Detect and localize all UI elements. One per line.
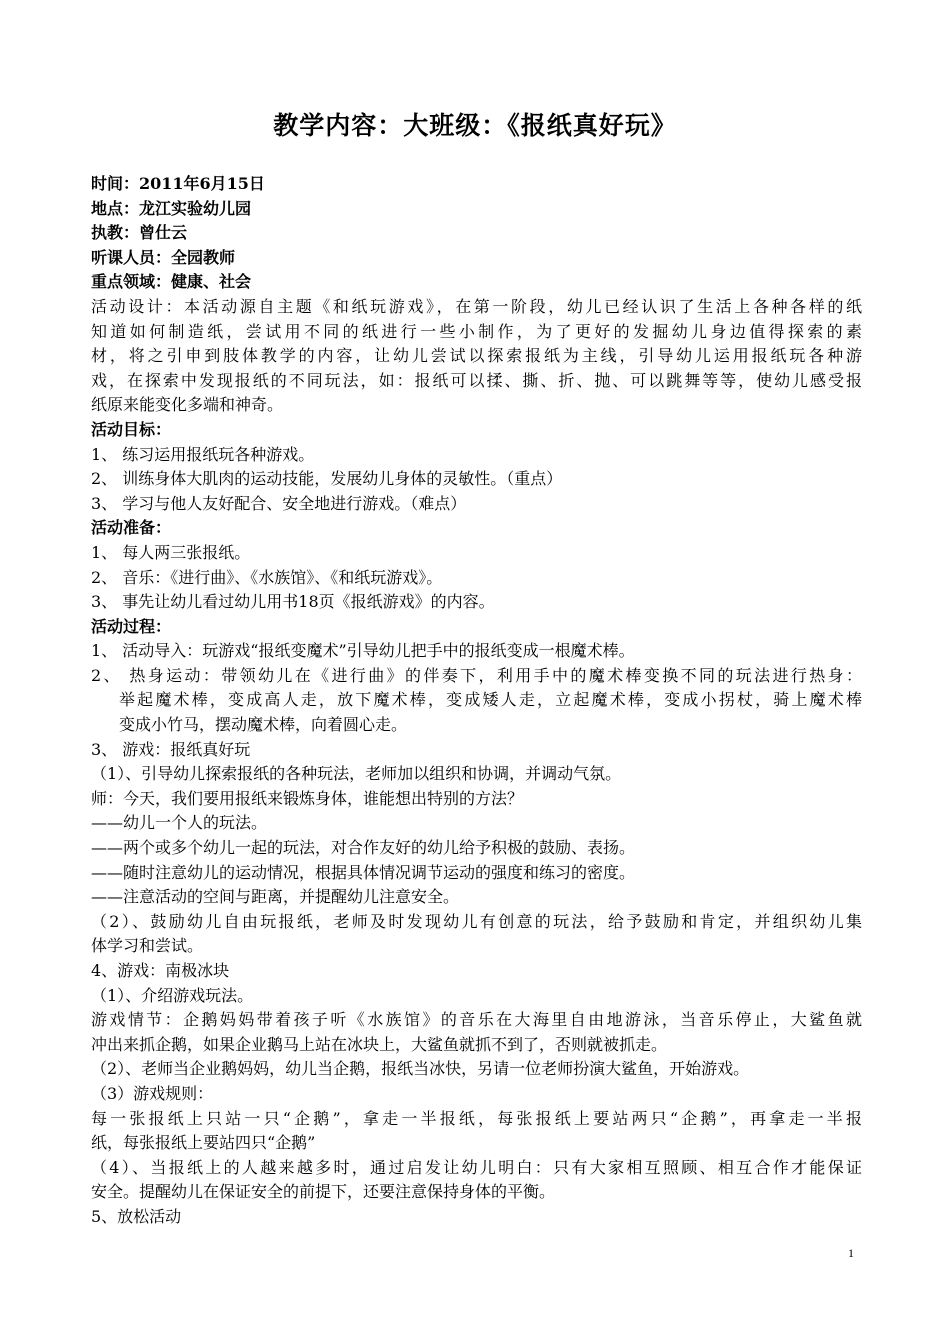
process-line: ——两个或多个幼儿一起的玩法，对合作友好的幼儿给予积极的鼓励、表扬。 [91,838,636,858]
goal-item: 2、 训练身体大肌肉的运动技能，发展幼儿身体的灵敏性。（重点） [91,469,563,489]
process-line: ——幼儿一个人的玩法。 [91,813,268,833]
design-line: 戏，在探索中发现报纸的不同玩法，如：报纸可以揉、撕、折、抛、可以跳舞等等，使幼儿感受报 [91,370,862,390]
process-line: 5、放松活动 [91,1206,182,1226]
process-line: （1）、介绍游戏玩法。 [91,985,254,1005]
process-line: 师：今天，我们要用报纸来锻炼身体，谁能想出特别的方法？ [91,788,524,808]
process-line: 冲出来抓企鹅，如果企业鹅马上站在冰块上，大鲨鱼就抓不到了，否则就被抓走。 [91,1034,668,1054]
process-line: （2）、老师当企业鹅妈妈，幼儿当企鹅，报纸当冰快，另请一位老师扮演大鲨鱼，开始游戏。 [91,1059,750,1079]
design-line: 知道如何制造纸，尝试用不同的纸进行一些小制作，为了更好的发掘幼儿身边值得探索的素 [91,321,862,341]
process-line: 体学习和尝试。 [91,936,204,956]
process-heading: 活动过程： [91,616,172,636]
design-line: 纸原来能变化多端和神奇。 [91,395,284,415]
process-line: 3、 游戏：报纸真好玩 [91,739,251,759]
document-body [91,172,862,1230]
process-line: 游戏情节：企鹅妈妈带着孩子听《水族馆》的音乐在大海里自由地游泳，当音乐停止，大鲨鱼就 [91,1010,862,1030]
process-line: （3）游戏规则： [91,1083,214,1103]
process-line: （1）、引导幼儿探索报纸的各种玩法，老师加以组织和协调，并调动气氛。 [91,764,622,784]
meta-audience: 听课人员：全园教师 [91,247,236,267]
process-line: 2、 热身运动：带领幼儿在《进行曲》的伴奏下，利用手中的魔术棒变换不同的玩法进行热身： [91,665,862,685]
meta-time: 时间：2011年6月15日 [91,174,265,193]
process-line: 4、游戏：南极冰块 [91,961,230,980]
meta-place: 地点：龙江实验幼儿园 [91,198,252,218]
prep-heading: 活动准备： [91,518,172,538]
prep-item: 3、 事先让幼儿看过幼儿用书18页《报纸游戏》的内容。 [91,592,495,612]
design-line: 活动设计：本活动源自主题《和纸玩游戏》，在第一阶段，幼儿已经认识了生活上各种各样的纸 [91,296,862,316]
goal-item: 1、 练习运用报纸玩各种游戏。 [91,444,315,464]
process-line: 1、 活动导入：玩游戏“报纸变魔术”引导幼儿把手中的报纸变成一根魔术棒。 [91,641,635,661]
page-number: 1 [848,1246,854,1260]
process-line: ——注意活动的空间与距离，并提醒幼儿注意安全。 [91,887,460,907]
process-line: 每一张报纸上只站一只“企鹅”，拿走一半报纸，每张报纸上要站两只“企鹅”，再拿走一半报 [91,1108,862,1128]
design-line: 材，将之引申到肢体教学的内容，让幼儿尝试以探索报纸为主线，引导幼儿运用报纸玩各种游 [91,346,862,366]
process-line: 变成小竹马，摆动魔术棒，向着圆心走。 [119,715,408,735]
process-line: （4）、当报纸上的人越来越多时，通过启发让幼儿明白：只有大家相互照顾、相互合作才能保证 [91,1157,862,1177]
process-line: 举起魔术棒，变成高人走，放下魔术棒，变成矮人走，立起魔术棒，变成小拐杖，骑上魔术棒 [119,690,862,710]
document-title: 教学内容：大班级：《报纸真好玩》 [273,111,677,140]
meta-focus: 重点领域：健康、社会 [91,272,252,292]
prep-item: 1、 每人两三张报纸。 [91,542,251,562]
goal-item: 3、 学习与他人友好配合、安全地进行游戏。（难点） [91,493,467,513]
process-line: （2）、鼓励幼儿自由玩报纸，老师及时发现幼儿有创意的玩法，给予鼓励和肯定，并组织幼儿集 [91,911,862,931]
process-line: 纸，每张报纸上要站四只“企鹅” [91,1133,316,1153]
meta-teacher: 执教：曾仕云 [91,223,188,243]
process-line: ——随时注意幼儿的运动情况，根据具体情况调节运动的强度和练习的密度。 [91,862,636,882]
process-line: 安全。提醒幼儿在保证安全的前提下，还要注意保持身体的平衡。 [91,1182,556,1202]
prep-item: 2、 音乐：《进行曲》、《水族馆》、《和纸玩游戏》。 [91,567,443,587]
goals-heading: 活动目标： [91,419,172,439]
